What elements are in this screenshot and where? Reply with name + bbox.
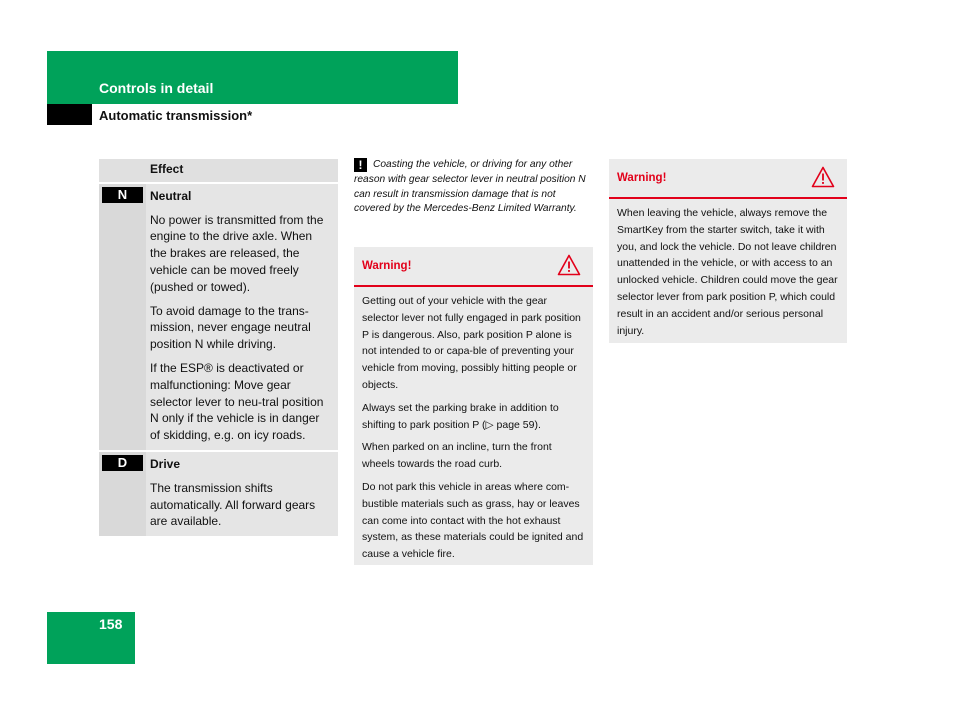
warning-header — [609, 159, 847, 199]
exclamation-icon: ! — [354, 158, 367, 172]
subsection-title: Automatic transmission* — [99, 108, 253, 123]
warning-box-children — [609, 159, 847, 343]
warning-paragraph: When leaving the vehicle, always remove the SmartKey from the starter switch, take it with you, and lock the vehicle. Do not leave children unattended in the vehicle, or with access to an unlocked vehicle. Children could move the gear selector lever from park position P, which could result in an accident and/or serious personal injury. — [617, 207, 838, 337]
warning-triangle-icon — [811, 166, 835, 188]
warning-paragraph: Getting out of your vehicle with the gear selector lever not fully engaged in park position P is dangerous. Also, park position P alone is not intended to or capa-ble of preventing your vehicle from moving, possibly hitting people or objects. — [362, 295, 581, 391]
row-paragraph: If the ESP® is deactivated or malfunctioning: Move gear selector lever to neu-tral position N only if the vehicle is in danger of skidding, e.g. on icy roads. — [150, 360, 324, 443]
warning-title: Warning! — [617, 172, 667, 184]
row-paragraph: The transmission shifts automatically. All forward gears are available. — [150, 480, 316, 529]
warning-paragraph: When parked on an incline, turn the front wheels towards the road curb. — [362, 441, 552, 471]
header-band — [47, 51, 458, 104]
page-number: 158 — [99, 616, 123, 632]
gear-d-symbol: D — [102, 455, 143, 471]
caution-note — [354, 158, 594, 217]
warning-paragraph: Do not park this vehicle in areas where com-bustible materials such as grass, hay or leaves can come into contact with the hot exhaust system, as these materials could be ignited and cause a vehicle fire. — [362, 480, 584, 561]
gear-positions-table — [99, 159, 338, 536]
warning-triangle-icon — [557, 254, 581, 276]
gear-n-symbol: N — [102, 187, 143, 203]
table-header-symbol-cell — [99, 159, 146, 183]
section-title: Controls in detail — [99, 80, 214, 96]
warning-header — [354, 247, 593, 287]
warning-box-parking — [354, 247, 593, 565]
warning-paragraph: Always set the parking brake in addition to shifting to park position P (▷ page 59). — [362, 401, 559, 431]
row-title-drive: Drive — [150, 456, 181, 471]
table-row — [99, 451, 338, 536]
row-title-neutral: Neutral — [150, 188, 192, 203]
section-marker — [47, 104, 92, 125]
note-text: Coasting the vehicle, or driving for any other reason with gear selector lever in neutral position N can result in transmission damage that is not covered by the Mercedes-Benz Limited Warranty. — [354, 159, 586, 215]
row-paragraph: No power is transmitted from the engine to the drive axle. When the brakes are released, the vehicle can be moved freely (pushed or towed). — [150, 212, 324, 294]
table-header-effect: Effect — [146, 159, 338, 183]
warning-title: Warning! — [362, 260, 412, 272]
row-paragraph: To avoid damage to the trans-mission, never engage neutral position N while driving. — [150, 303, 311, 352]
table-row — [99, 183, 338, 451]
table-header-row — [99, 159, 338, 183]
